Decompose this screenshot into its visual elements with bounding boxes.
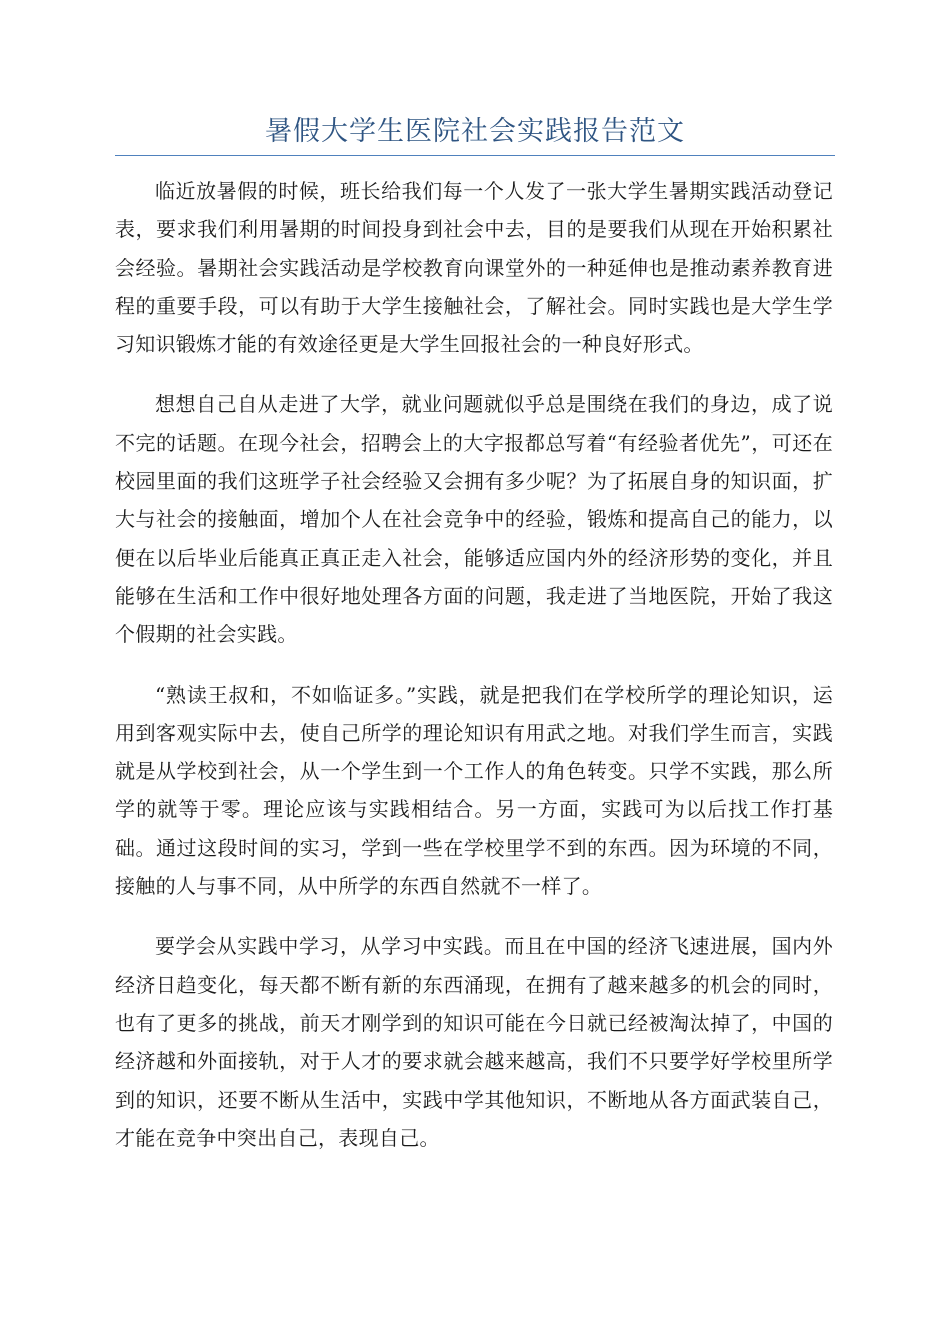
paragraph-3: “熟读王叔和，不如临证多。”实践，就是把我们在学校所学的理论知识，运用到客观实际中去，使自己所学的理论知识有用武之地。对我们学生而言，实践就是从学校到社会，从一个学生到一个工作人的角色转变。只学不实践，那么所学的就等于零。理论应该与实践相结合。另一方面，实践可为以后找工作打基础。通过这段时间的实习，学到一些在学校里学不到的东西。因为环境的不同，接触的人与事不同，从中所学的东西自然就不一样了。: [115, 682, 833, 899]
title-underline: [115, 155, 835, 156]
paragraph-4: 要学会从实践中学习，从学习中实践。而且在中国的经济飞速进展，国内外经济日趋变化，每天都不断有新的东西涌现，在拥有了越来越多的机会的同时，也有了更多的挑战，前天才刚学到的知识可能在今日就已经被淘汰掉了，中国的经济越和外面接轨，对于人才的要求就会越来越高，我们不只要学好学校里所学到的知识，还要不断从生活中，实践中学其他知识，不断地从各方面武装自己，才能在竞争中突出自己，表现自己。: [115, 934, 833, 1150]
paragraph-1: 临近放暑假的时候，班长给我们每一个人发了一张大学生暑期实践活动登记表，要求我们利用暑期的时间投身到社会中去，目的是要我们从现在开始积累社会经验。暑期社会实践活动是学校教育向课堂外的一种延伸也是推动素养教育进程的重要手段，可以有助于大学生接触社会，了解社会。同时实践也是大学生学习知识锻炼才能的有效途径更是大学生回报社会的一种良好形式。: [115, 179, 833, 357]
document-title: 暑假大学生医院社会实践报告范文: [265, 116, 685, 147]
paragraph-2: 想想自己自从走进了大学，就业问题就似乎总是围绕在我们的身边，成了说不完的话题。在现今社会，招聘会上的大字报都总写着“有经验者优先”，可还在校园里面的我们这班学子社会经验又会拥有多少呢？为了拓展自身的知识面，扩大与社会的接触面，增加个人在社会竞争中的经验，锻炼和提高自己的能力，以便在以后毕业后能真正真正走入社会，能够适应国内外的经济形势的变化，并且能够在生活和工作中很好地处理各方面的问题，我走进了当地医院，开始了我这个假期的社会实践。: [115, 392, 833, 647]
document-body: [115, 172, 833, 1179]
